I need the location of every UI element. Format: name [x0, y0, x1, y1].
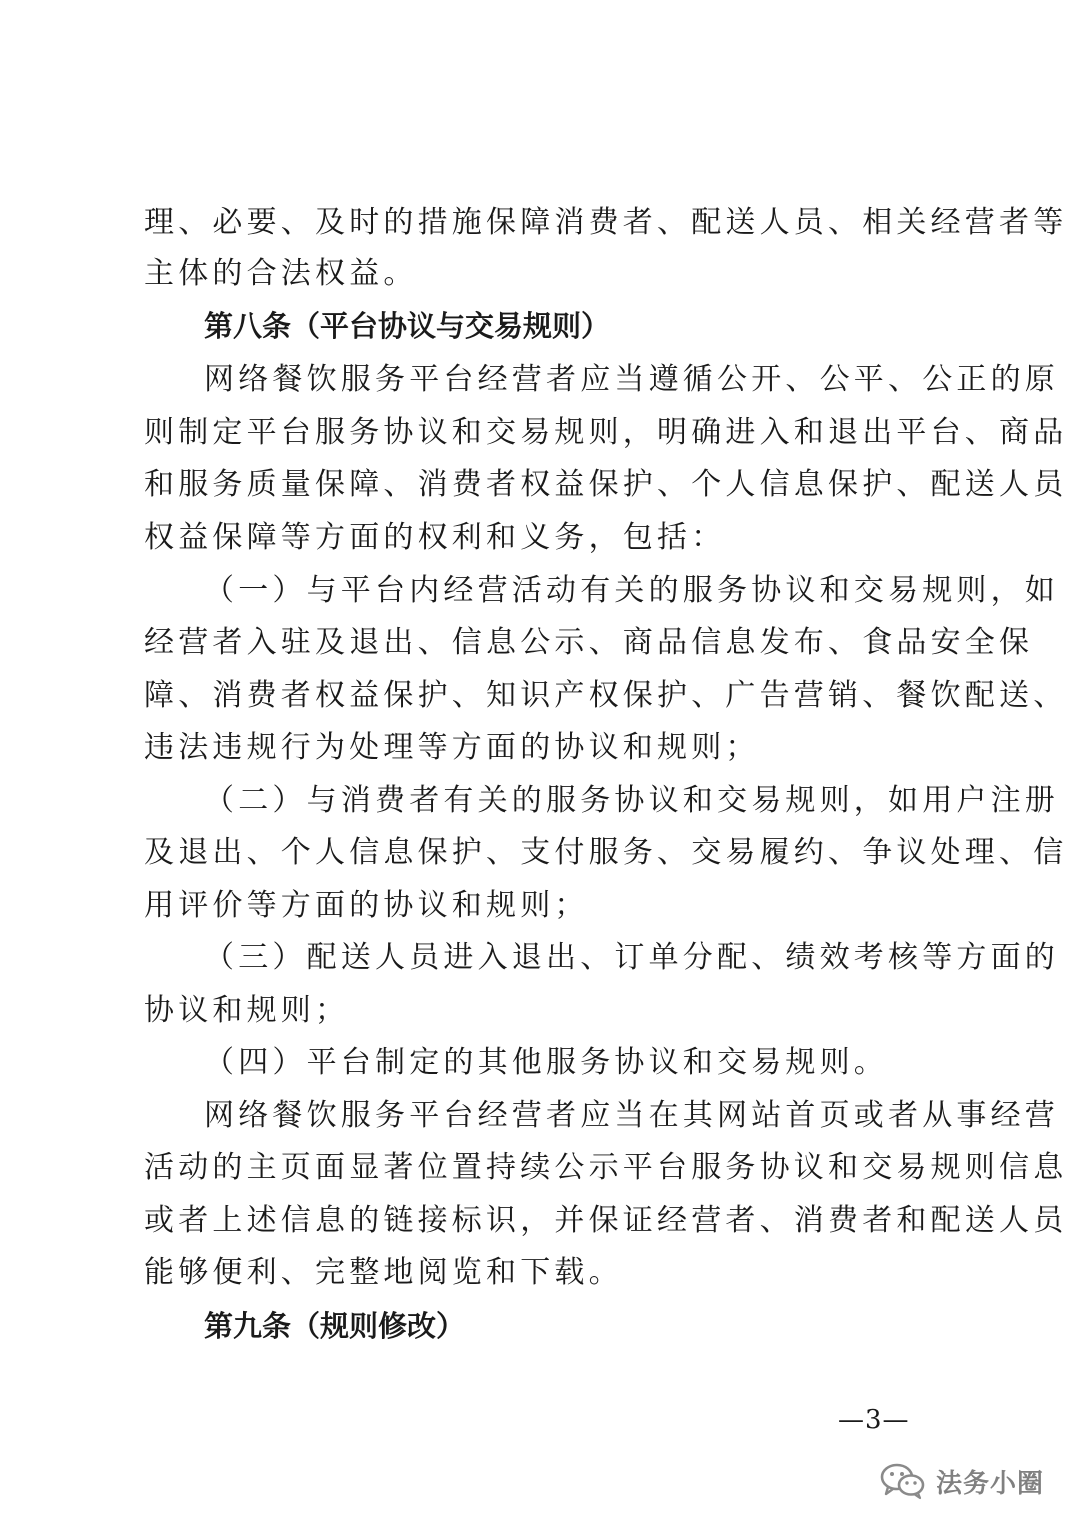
article-heading: 第八条（平台协议与交易规则）	[204, 309, 611, 343]
list-item-line: （一）与平台内经营活动有关的服务协议和交易规则，如	[204, 573, 1059, 608]
paragraph-line: 主体的合法权益。	[144, 256, 418, 291]
paragraph-line: 或者上述信息的链接标识，并保证经营者、消费者和配送人员	[144, 1203, 1068, 1238]
paragraph-line: 理、必要、及时的措施保障消费者、配送人员、相关经营者等	[144, 205, 1068, 240]
list-item-line: 经营者入驻及退出、信息公示、商品信息发布、食品安全保	[144, 625, 1034, 660]
list-item-line: （二）与消费者有关的服务协议和交易规则，如用户注册	[204, 783, 1059, 818]
list-item-line: （四）平台制定的其他服务协议和交易规则。	[204, 1045, 888, 1080]
paragraph-line: 网络餐饮服务平台经营者应当在其网站首页或者从事经营	[204, 1098, 1059, 1133]
list-item-line: 用评价等方面的协议和规则；	[144, 888, 589, 923]
page-number: —3—	[838, 1405, 910, 1435]
paragraph-line: 活动的主页面显著位置持续公示平台服务协议和交易规则信息	[144, 1150, 1068, 1185]
paragraph-line: 能够便利、完整地阅览和下载。	[144, 1255, 623, 1290]
list-item-line: 协议和规则；	[144, 993, 350, 1028]
paragraph-line: 和服务质量保障、消费者权益保护、个人信息保护、配送人员	[144, 467, 1068, 502]
list-item-line: （三）配送人员进入退出、订单分配、绩效考核等方面的	[204, 940, 1059, 975]
article-heading: 第九条（规则修改）	[204, 1309, 466, 1343]
list-item-line: 障、消费者权益保护、知识产权保护、广告营销、餐饮配送、	[144, 678, 1068, 713]
watermark	[880, 1462, 1044, 1500]
paragraph-line: 权益保障等方面的权利和义务，包括：	[144, 520, 726, 555]
watermark-text: 法务小圈	[936, 1468, 1045, 1499]
list-item-line: 违法违规行为处理等方面的协议和规则；	[144, 730, 760, 765]
list-item-line: 及退出、个人信息保护、支付服务、交易履约、争议处理、信	[144, 835, 1068, 870]
paragraph-line: 网络餐饮服务平台经营者应当遵循公开、公平、公正的原	[204, 362, 1059, 397]
wechat-icon	[880, 1463, 926, 1499]
paragraph-line: 则制定平台服务协议和交易规则，明确进入和退出平台、商品	[144, 415, 1068, 450]
